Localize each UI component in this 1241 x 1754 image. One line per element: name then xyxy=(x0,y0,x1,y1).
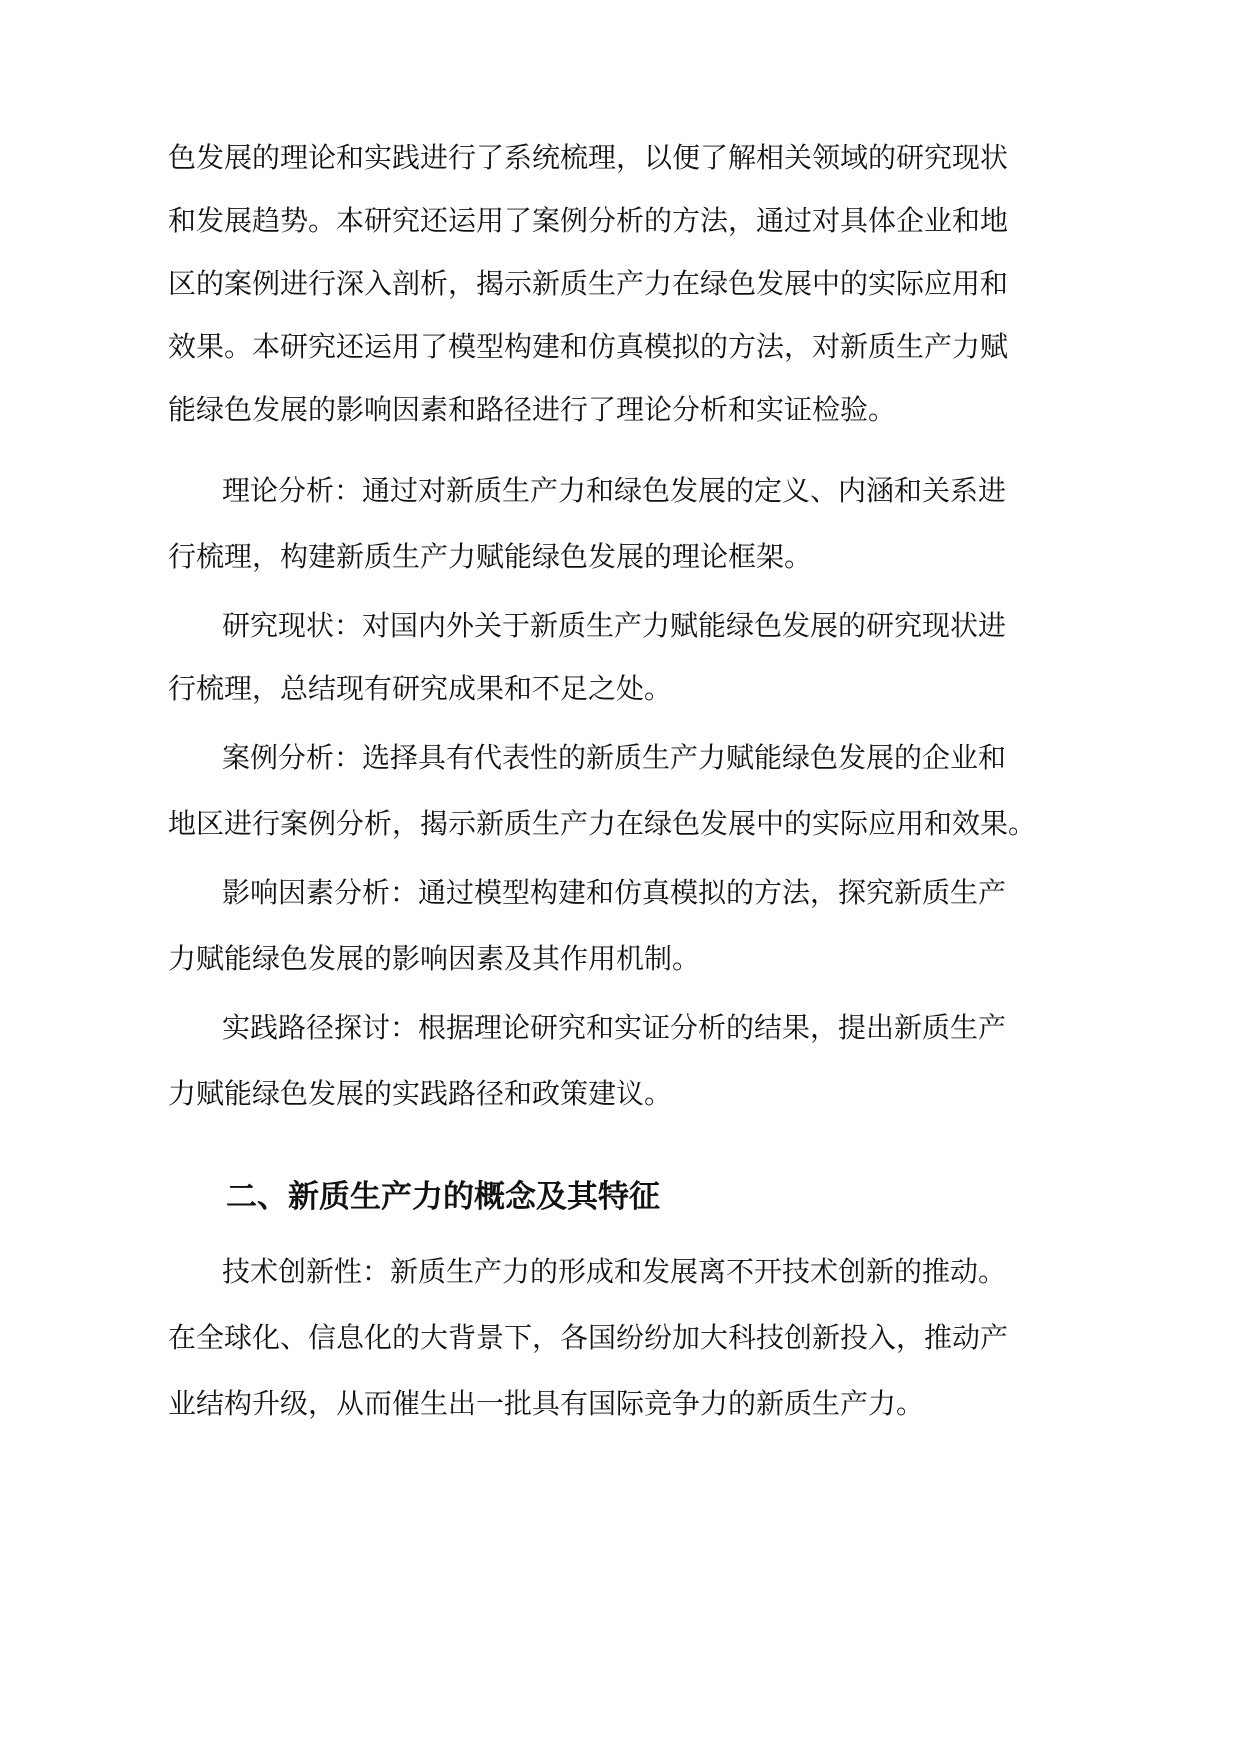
body-text-line: 行梳理，总结现有研究成果和不足之处。 xyxy=(168,672,673,705)
body-text-line: 理论分析：通过对新质生产力和绿色发展的定义、内涵和关系进 xyxy=(222,474,1007,507)
body-text-line: 效果。本研究还运用了模型构建和仿真模拟的方法，对新质生产力赋 xyxy=(168,330,1009,363)
body-text-line: 实践路径探讨：根据理论研究和实证分析的结果，提出新质生产 xyxy=(222,1011,1007,1044)
body-text-line: 力赋能绿色发展的影响因素及其作用机制。 xyxy=(168,942,701,975)
body-text-line: 影响因素分析：通过模型构建和仿真模拟的方法，探究新质生产 xyxy=(222,876,1007,909)
body-text-line: 和发展趋势。本研究还运用了案例分析的方法，通过对具体企业和地 xyxy=(168,204,1009,237)
body-text-line: 研究现状：对国内外关于新质生产力赋能绿色发展的研究现状进 xyxy=(222,609,1007,642)
body-text-line: 行梳理，构建新质生产力赋能绿色发展的理论框架。 xyxy=(168,540,813,573)
body-text-line: 能绿色发展的影响因素和路径进行了理论分析和实证检验。 xyxy=(168,393,897,426)
body-text-line: 区的案例进行深入剖析，揭示新质生产力在绿色发展中的实际应用和 xyxy=(168,267,1009,300)
body-text-line: 色发展的理论和实践进行了系统梳理，以便了解相关领域的研究现状 xyxy=(168,141,1009,174)
body-text-line: 业结构升级，从而催生出一批具有国际竞争力的新质生产力。 xyxy=(168,1387,925,1420)
body-text-line: 在全球化、信息化的大背景下，各国纷纷加大科技创新投入，推动产 xyxy=(168,1321,1009,1354)
body-text-line: 力赋能绿色发展的实践路径和政策建议。 xyxy=(168,1077,673,1110)
body-text-line: 技术创新性：新质生产力的形成和发展离不开技术创新的推动。 xyxy=(222,1255,1007,1288)
body-text-line: 案例分析：选择具有代表性的新质生产力赋能绿色发展的企业和 xyxy=(222,741,1007,774)
section-heading: 二、新质生产力的概念及其特征 xyxy=(226,1179,660,1215)
body-text-line: 地区进行案例分析，揭示新质生产力在绿色发展中的实际应用和效果。 xyxy=(168,807,1037,840)
